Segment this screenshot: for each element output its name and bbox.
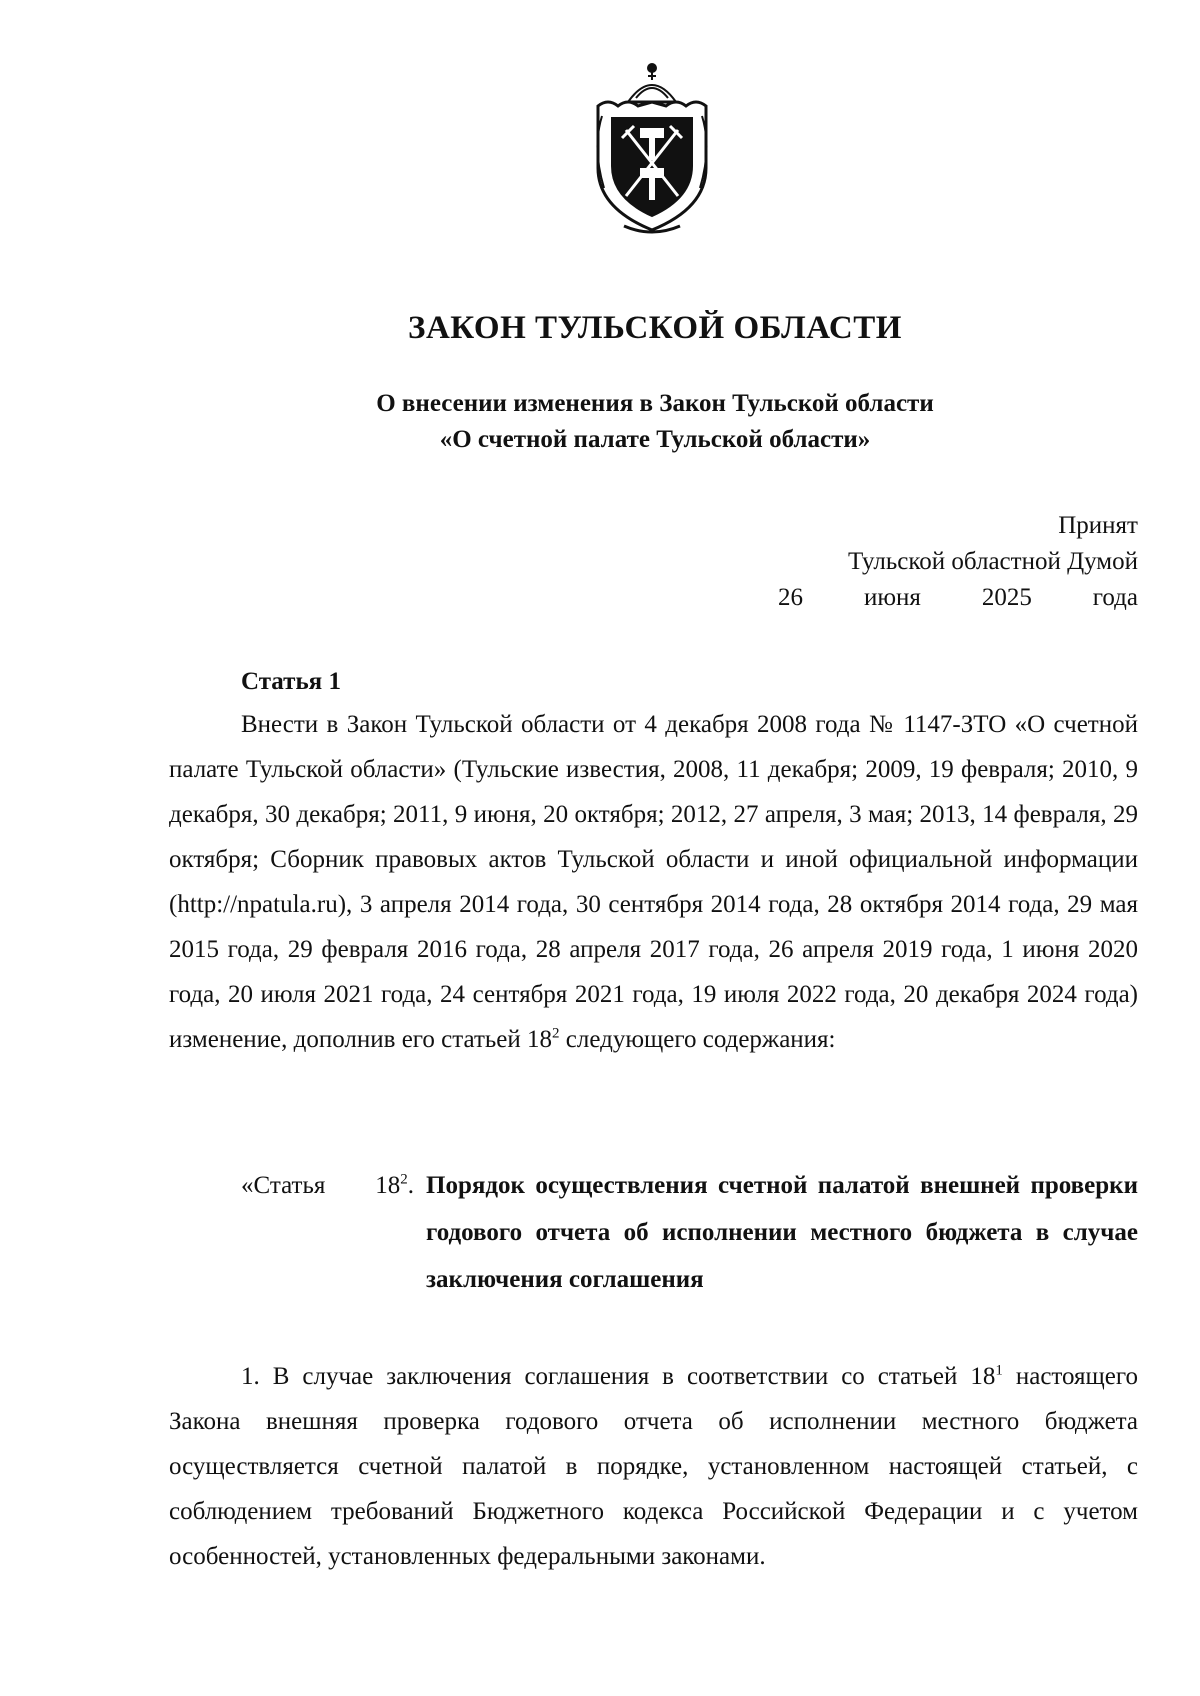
article-1-text xyxy=(169,702,1138,1062)
article-1-heading: Статья 1 xyxy=(241,668,341,695)
article-18-2-label-sup: 2 xyxy=(400,1171,408,1188)
subtitle-line-1: О внесении изменения в Закон Тульской области xyxy=(376,390,934,417)
tula-coat-of-arms-icon xyxy=(584,58,720,238)
article-18-2-label-number-group xyxy=(375,1162,414,1303)
article-18-2-title: Порядок осуществления счетной палатой внешней проверки годового отчета об исполнении местного бюджета в случае заключения соглашения xyxy=(426,1172,1138,1293)
paragraph-1-text-tail: настоящего Закона внешняя проверка годового отчета об исполнении местного бюджета осуществляется счетной палатой в порядке, установленном настоящей статьей, с соблюдением требований Бюджетного кодекса Российской Федерации и с учетом особенностей, установленных федеральными законами. xyxy=(169,1363,1139,1570)
article-1-text-main: Внести в Закон Тульской области от 4 декабря 2008 года № 1147-ЗТО «О счетной палате Тульской области» (Тульские известия, 2008, 11 декабря; 2009, 19 февраля; 2010, 9 декабря, 30 декабря; 2011, 9 июня, 20 октября; 2012, 27 апреля, 3 мая; 2013, 14 февраля, 29 октября; Сборник правовых актов Тульской области и иной официальной информации (http://npatula.ru), 3 апреля 2014 года, 30 сентября 2014 года, 28 октября 2014 года, 29 мая 2015 года, 29 февраля 2016 года, 28 апреля 2017 года, 26 апреля 2019 года, 1 июня 2020 года, 20 июля 2021 года, 24 сентября 2021 года, 19 июля 2022 года, 20 декабря 2024 года) изменение, дополнив его статьей 18 xyxy=(169,711,1138,1053)
document-title: ЗАКОН ТУЛЬСКОЙ ОБЛАСТИ xyxy=(408,310,902,346)
adoption-year-word: года xyxy=(1092,584,1138,611)
article-18-2-label xyxy=(241,1162,426,1303)
adoption-date xyxy=(778,580,1138,616)
adoption-year: 2025 xyxy=(981,584,1032,611)
article-18-2-label-dot: . xyxy=(407,1172,414,1199)
adoption-day: 26 xyxy=(778,584,803,611)
article-1-text-tail: следующего содержания: xyxy=(559,1026,836,1053)
paragraph-1-text-main: 1. В случае заключения соглашения в соответствии со статьей 18 xyxy=(241,1363,996,1390)
paragraph-1-text xyxy=(169,1354,1138,1579)
article-18-2-heading xyxy=(241,1162,1138,1303)
adoption-line-1: Принят xyxy=(1058,512,1138,539)
adoption-block xyxy=(778,508,1138,616)
paragraph-1-text-sup: 1 xyxy=(995,1362,1003,1379)
article-1-text-sup: 2 xyxy=(552,1025,560,1042)
article-18-2-label-number: 18 xyxy=(375,1172,401,1199)
document-subtitle xyxy=(0,386,1200,458)
subtitle-line-2: «О счетной палате Тульской области» xyxy=(439,426,871,453)
adoption-line-2: Тульской областной Думой xyxy=(847,548,1138,575)
adoption-month: июня xyxy=(863,584,921,611)
article-18-2-label-word: «Статья xyxy=(241,1172,326,1199)
